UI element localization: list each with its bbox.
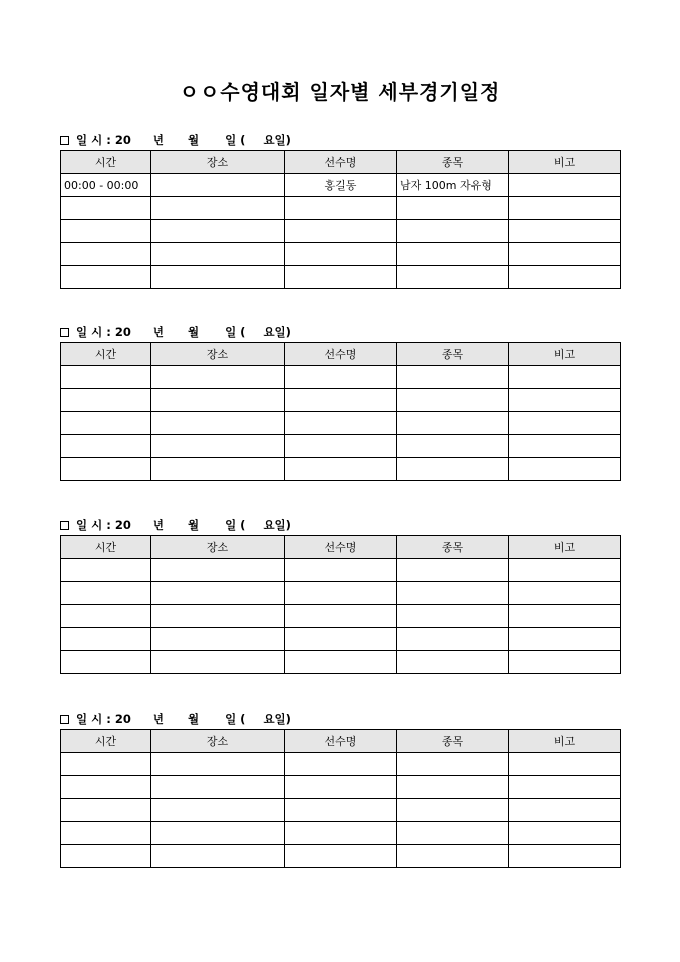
table-cell[interactable]: [509, 605, 621, 628]
table-cell[interactable]: [285, 628, 397, 651]
table-cell[interactable]: [397, 845, 509, 868]
year-label: 년: [152, 518, 164, 532]
table-cell[interactable]: [509, 243, 621, 266]
checkbox-icon: [60, 328, 69, 337]
day-label: 일 (: [225, 325, 246, 339]
table-cell[interactable]: [61, 266, 151, 289]
table-cell[interactable]: [151, 266, 285, 289]
table-cell[interactable]: [285, 822, 397, 845]
table-row: [61, 197, 621, 220]
table-cell[interactable]: [151, 753, 285, 776]
table-header-row: [61, 730, 621, 753]
table-row: [61, 559, 621, 582]
column-header: 장소: [151, 730, 285, 753]
weekday-label: 요일): [263, 325, 291, 339]
table-cell[interactable]: [285, 799, 397, 822]
table-row: [61, 266, 621, 289]
table-cell[interactable]: [509, 197, 621, 220]
table-cell[interactable]: [61, 220, 151, 243]
table-cell[interactable]: [61, 389, 151, 412]
table-cell[interactable]: [397, 366, 509, 389]
table-cell[interactable]: [397, 220, 509, 243]
column-header: 종목: [397, 151, 509, 174]
table-cell[interactable]: [509, 582, 621, 605]
table-cell[interactable]: [397, 389, 509, 412]
table-cell[interactable]: [397, 197, 509, 220]
column-header: 비고: [509, 536, 621, 559]
table-cell[interactable]: [151, 197, 285, 220]
table-cell[interactable]: [397, 651, 509, 674]
table-cell[interactable]: [61, 197, 151, 220]
table-cell[interactable]: [61, 628, 151, 651]
table-cell[interactable]: [509, 651, 621, 674]
schedule-table: [60, 729, 621, 868]
column-header: 시간: [61, 730, 151, 753]
table-header-row: [61, 536, 621, 559]
table-cell[interactable]: [285, 435, 397, 458]
table-cell[interactable]: [61, 435, 151, 458]
day-label: 일 (: [225, 518, 246, 532]
table-cell[interactable]: [285, 243, 397, 266]
table-row: [61, 799, 621, 822]
table-cell[interactable]: [151, 605, 285, 628]
column-header: 시간: [61, 536, 151, 559]
table-cell[interactable]: [509, 266, 621, 289]
table-cell[interactable]: [509, 435, 621, 458]
column-header: 종목: [397, 730, 509, 753]
schedule-section: [60, 322, 620, 481]
month-label: 월: [187, 518, 200, 532]
table-row: [61, 220, 621, 243]
column-header: 선수명: [285, 536, 397, 559]
table-cell[interactable]: [285, 458, 397, 481]
table-cell[interactable]: [61, 243, 151, 266]
table-cell[interactable]: [61, 366, 151, 389]
table-row: [61, 243, 621, 266]
table-cell[interactable]: [285, 220, 397, 243]
table-header-row: [61, 343, 621, 366]
table-cell[interactable]: [151, 366, 285, 389]
table-cell[interactable]: [151, 220, 285, 243]
column-header: 비고: [509, 343, 621, 366]
table-row: [61, 822, 621, 845]
table-row: [61, 582, 621, 605]
schedule-table: [60, 150, 621, 289]
table-cell[interactable]: [285, 651, 397, 674]
table-header-row: [61, 151, 621, 174]
date-label: 일 시 : 20: [76, 712, 131, 726]
table-cell[interactable]: [61, 605, 151, 628]
table-cell[interactable]: [151, 412, 285, 435]
table-cell[interactable]: [151, 822, 285, 845]
table-cell[interactable]: [285, 582, 397, 605]
weekday-label: 요일): [263, 518, 291, 532]
table-cell[interactable]: [509, 458, 621, 481]
date-label: 일 시 : 20: [76, 518, 131, 532]
table-row: [61, 174, 621, 197]
table-cell[interactable]: [509, 559, 621, 582]
table-cell[interactable]: [285, 389, 397, 412]
table-cell[interactable]: [397, 559, 509, 582]
table-cell[interactable]: [397, 605, 509, 628]
table-cell[interactable]: [61, 753, 151, 776]
table-cell[interactable]: [509, 389, 621, 412]
table-cell[interactable]: [397, 266, 509, 289]
table-cell[interactable]: [151, 776, 285, 799]
date-line: [60, 515, 620, 535]
table-cell[interactable]: [61, 822, 151, 845]
table-row: [61, 651, 621, 674]
column-header: 비고: [509, 151, 621, 174]
year-label: 년: [152, 712, 164, 726]
table-cell[interactable]: [151, 799, 285, 822]
checkbox-icon: [60, 136, 69, 145]
month-label: 월: [187, 133, 200, 147]
table-cell[interactable]: [509, 628, 621, 651]
year-label: 년: [152, 325, 164, 339]
table-cell[interactable]: [397, 458, 509, 481]
table-cell[interactable]: [509, 822, 621, 845]
schedule-section: [60, 515, 620, 674]
table-cell[interactable]: [397, 582, 509, 605]
table-cell[interactable]: [285, 412, 397, 435]
date-line: [60, 322, 620, 342]
table-cell[interactable]: [285, 845, 397, 868]
table-cell[interactable]: [397, 776, 509, 799]
column-header: 종목: [397, 536, 509, 559]
table-cell[interactable]: [151, 559, 285, 582]
table-cell[interactable]: [285, 366, 397, 389]
table-row: [61, 366, 621, 389]
document-title: ㅇㅇ수영대회 일자별 세부경기일정: [179, 80, 501, 104]
table-cell[interactable]: [285, 776, 397, 799]
date-label: 일 시 : 20: [76, 133, 131, 147]
table-cell[interactable]: [509, 174, 621, 197]
table-cell[interactable]: [151, 458, 285, 481]
table-cell[interactable]: [397, 799, 509, 822]
year-label: 년: [152, 133, 164, 147]
table-cell[interactable]: [285, 197, 397, 220]
table-cell[interactable]: [151, 845, 285, 868]
table-row: [61, 753, 621, 776]
column-header: 선수명: [285, 343, 397, 366]
weekday-label: 요일): [263, 712, 291, 726]
table-cell[interactable]: 00:00 - 00:00: [61, 174, 151, 197]
schedule-section: [60, 130, 620, 289]
column-header: 시간: [61, 151, 151, 174]
table-row: [61, 628, 621, 651]
column-header: 장소: [151, 343, 285, 366]
table-cell[interactable]: [151, 582, 285, 605]
table-cell[interactable]: [285, 753, 397, 776]
table-cell[interactable]: [151, 174, 285, 197]
table-cell[interactable]: [285, 605, 397, 628]
column-header: 장소: [151, 536, 285, 559]
schedule-section: [60, 709, 620, 868]
table-cell[interactable]: [151, 243, 285, 266]
table-cell[interactable]: [397, 435, 509, 458]
table-cell[interactable]: [397, 822, 509, 845]
date-label: 일 시 : 20: [76, 325, 131, 339]
day-label: 일 (: [225, 133, 246, 147]
table-row: [61, 776, 621, 799]
table-cell[interactable]: 홍길동: [285, 174, 397, 197]
schedule-table: [60, 342, 621, 481]
table-cell[interactable]: [509, 753, 621, 776]
table-cell[interactable]: [397, 628, 509, 651]
table-cell[interactable]: [61, 559, 151, 582]
table-cell[interactable]: [285, 266, 397, 289]
column-header: 장소: [151, 151, 285, 174]
table-cell[interactable]: [509, 366, 621, 389]
month-label: 월: [187, 712, 200, 726]
table-cell[interactable]: [61, 458, 151, 481]
table-cell[interactable]: [151, 435, 285, 458]
table-cell[interactable]: [61, 776, 151, 799]
date-line: [60, 130, 620, 150]
table-row: [61, 412, 621, 435]
table-cell[interactable]: [61, 651, 151, 674]
table-cell[interactable]: [61, 799, 151, 822]
month-label: 월: [187, 325, 200, 339]
table-row: [61, 435, 621, 458]
column-header: 비고: [509, 730, 621, 753]
column-header: 선수명: [285, 151, 397, 174]
date-line: [60, 709, 620, 729]
table-cell[interactable]: [397, 243, 509, 266]
table-row: [61, 845, 621, 868]
table-cell[interactable]: [509, 845, 621, 868]
weekday-label: 요일): [263, 133, 291, 147]
table-cell[interactable]: [397, 412, 509, 435]
table-row: [61, 458, 621, 481]
table-cell[interactable]: [151, 628, 285, 651]
table-cell[interactable]: [151, 651, 285, 674]
column-header: 선수명: [285, 730, 397, 753]
column-header: 종목: [397, 343, 509, 366]
table-cell[interactable]: [151, 389, 285, 412]
table-cell[interactable]: [509, 776, 621, 799]
checkbox-icon: [60, 521, 69, 530]
table-cell[interactable]: [61, 845, 151, 868]
table-cell[interactable]: [61, 412, 151, 435]
table-cell[interactable]: [509, 412, 621, 435]
table-row: [61, 605, 621, 628]
table-cell[interactable]: [397, 753, 509, 776]
table-cell[interactable]: [509, 799, 621, 822]
table-cell[interactable]: 남자 100m 자유형: [397, 174, 509, 197]
schedule-table: [60, 535, 621, 674]
table-cell[interactable]: [61, 582, 151, 605]
column-header: 시간: [61, 343, 151, 366]
checkbox-icon: [60, 715, 69, 724]
day-label: 일 (: [225, 712, 246, 726]
table-cell[interactable]: [285, 559, 397, 582]
table-row: [61, 389, 621, 412]
table-cell[interactable]: [509, 220, 621, 243]
